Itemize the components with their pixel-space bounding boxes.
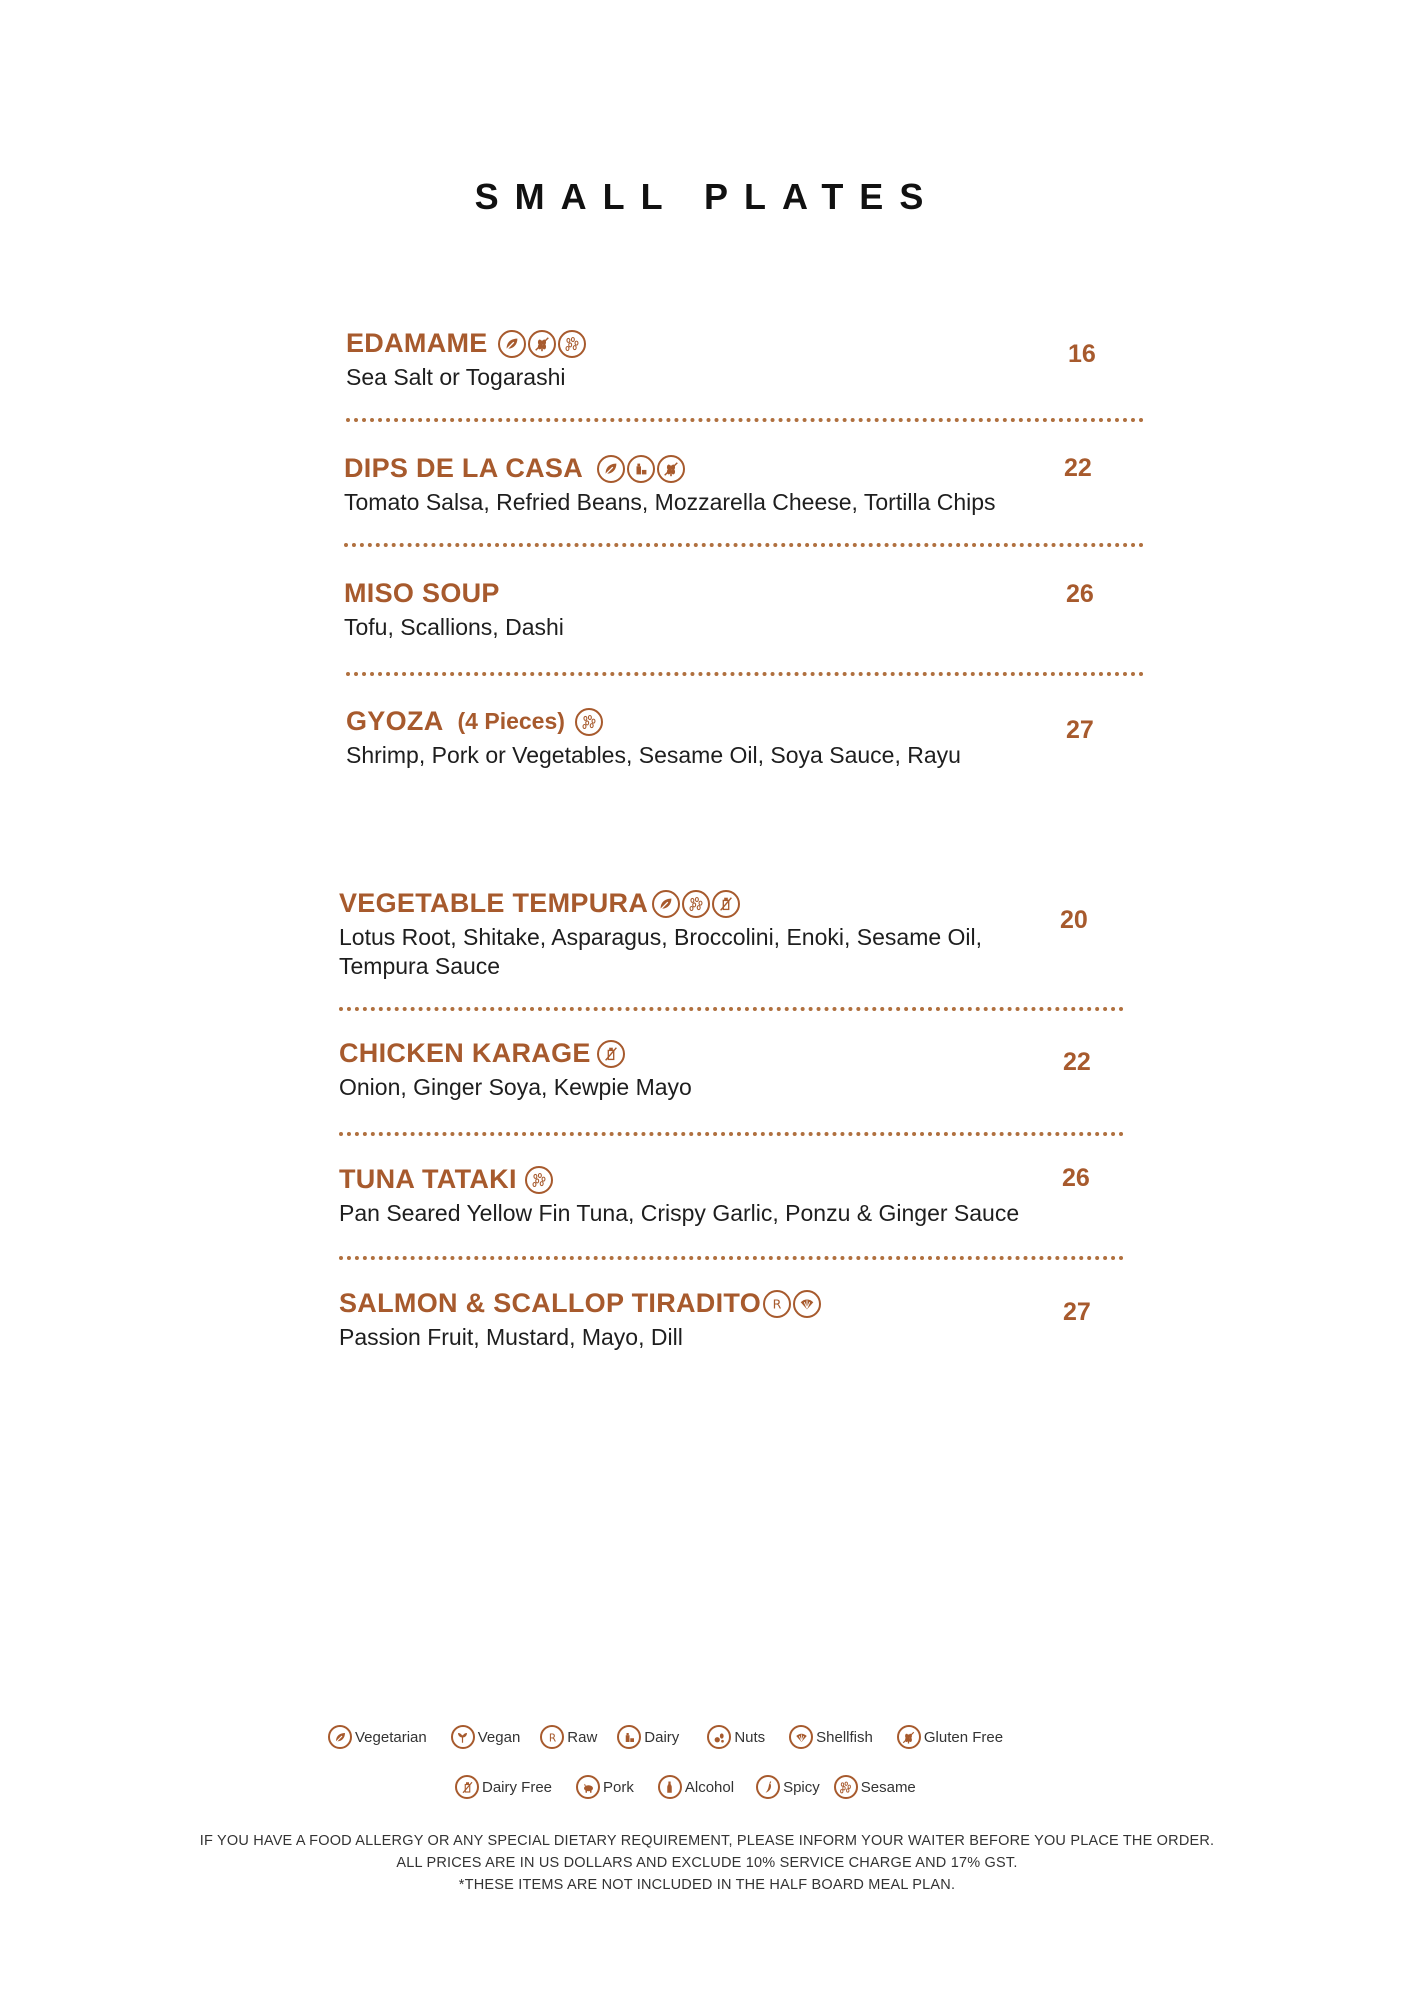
divider xyxy=(346,418,1144,422)
item-description: Tomato Salsa, Refried Beans, Mozzarella Cheese, Tortilla Chips xyxy=(344,489,996,515)
alcohol-icon xyxy=(658,1775,682,1799)
vegetarian-icon xyxy=(597,455,625,483)
menu-item-chicken-karage xyxy=(339,1038,692,1102)
legend-label: Raw xyxy=(567,1728,598,1746)
legend-raw xyxy=(540,1725,597,1749)
legend-dairy-free xyxy=(455,1775,552,1799)
item-price: 22 xyxy=(1063,1048,1091,1076)
vegetarian-icon xyxy=(328,1725,352,1749)
menu-item-gyoza xyxy=(346,706,961,770)
legend-label: Dairy Free xyxy=(482,1778,553,1796)
item-price: 27 xyxy=(1066,716,1094,744)
raw-icon xyxy=(763,1290,791,1318)
footer-notice xyxy=(0,1830,1414,1896)
item-name: SALMON & SCALLOP TIRADITO xyxy=(339,1288,762,1318)
legend-vegetarian xyxy=(328,1725,427,1749)
item-description: Sea Salt or Togarashi xyxy=(346,364,566,390)
legend-label: Vegan xyxy=(477,1728,521,1746)
item-price: 27 xyxy=(1063,1298,1091,1326)
item-description-continued: Tempura Sauce xyxy=(339,953,501,979)
legend-label: Spicy xyxy=(783,1778,820,1796)
legend-label: Alcohol xyxy=(684,1778,735,1796)
shellfish-icon xyxy=(793,1290,821,1318)
dairy-free-icon xyxy=(712,890,740,918)
dairy-icon xyxy=(627,455,655,483)
legend-label: Vegetarian xyxy=(355,1728,427,1746)
menu-item-miso-soup xyxy=(344,578,564,642)
divider xyxy=(346,672,1144,676)
legend-label: Dairy xyxy=(644,1728,680,1746)
menu-item-vegetable-tempura xyxy=(339,888,982,981)
legend-spicy xyxy=(756,1775,820,1799)
divider xyxy=(339,1256,1124,1260)
item-description: Lotus Root, Shitake, Asparagus, Broccolini, Enoki, Sesame Oil, xyxy=(339,924,983,950)
sesame-icon xyxy=(525,1166,553,1194)
vegetarian-icon xyxy=(652,890,680,918)
menu-item-edamame xyxy=(346,328,588,392)
pork-icon xyxy=(576,1775,600,1799)
legend-label: Pork xyxy=(603,1778,634,1796)
item-price: 26 xyxy=(1062,1164,1090,1192)
legend-row-1 xyxy=(328,1725,1003,1749)
divider xyxy=(339,1007,1124,1011)
legend-label: Sesame xyxy=(860,1778,916,1796)
legend-alcohol xyxy=(658,1775,734,1799)
sesame-icon xyxy=(834,1775,858,1799)
svg-text:R: R xyxy=(548,1731,556,1744)
item-name: GYOZA xyxy=(346,706,444,736)
legend-sesame xyxy=(834,1775,916,1799)
item-description: Onion, Ginger Soya, Kewpie Mayo xyxy=(339,1074,692,1100)
item-price: 16 xyxy=(1068,340,1096,368)
legend-dairy xyxy=(617,1725,679,1749)
divider xyxy=(344,543,1144,547)
item-description: Passion Fruit, Mustard, Mayo, Dill xyxy=(339,1324,683,1350)
sesame-icon xyxy=(682,890,710,918)
page-title: SMALL PLATES xyxy=(474,176,940,217)
dairy-icon xyxy=(617,1725,641,1749)
gluten-free-icon xyxy=(528,330,556,358)
item-description: Pan Seared Yellow Fin Tuna, Crispy Garlic, Ponzu & Ginger Sauce xyxy=(339,1200,1020,1226)
menu-item-salmon-scallop-tiradito xyxy=(339,1288,823,1352)
allergy-notice: IF YOU HAVE A FOOD ALLERGY OR ANY SPECIAL DIETARY REQUIREMENT, PLEASE INFORM YOUR WAITER BEFORE YOU PLACE THE ORDER. xyxy=(199,1833,1215,1849)
sesame-icon xyxy=(558,330,586,358)
dairy-free-icon xyxy=(455,1775,479,1799)
gluten-free-icon xyxy=(897,1725,921,1749)
item-price: 22 xyxy=(1064,454,1092,482)
menu-item-dips-de-la-casa xyxy=(344,453,996,517)
vegetarian-icon xyxy=(498,330,526,358)
sesame-icon xyxy=(575,708,603,736)
legend-vegan xyxy=(451,1725,521,1749)
vegan-icon xyxy=(451,1725,475,1749)
legend-label: Gluten Free xyxy=(923,1728,1004,1746)
item-price: 26 xyxy=(1066,580,1094,608)
legend-shellfish xyxy=(789,1725,873,1749)
item-name: MISO SOUP xyxy=(344,578,500,608)
nuts-icon xyxy=(707,1725,731,1749)
item-name: EDAMAME xyxy=(346,328,488,358)
svg-text:R: R xyxy=(772,1296,782,1311)
legend-nuts xyxy=(707,1725,765,1749)
dairy-free-icon xyxy=(597,1040,625,1068)
menu-item-tuna-tataki xyxy=(339,1164,1019,1228)
item-name: CHICKEN KARAGE xyxy=(339,1038,591,1068)
meal-plan-notice: *THESE ITEMS ARE NOT INCLUDED IN THE HALF BOARD MEAL PLAN. xyxy=(458,1877,956,1893)
gluten-free-icon xyxy=(657,455,685,483)
spicy-icon xyxy=(756,1775,780,1799)
raw-icon xyxy=(540,1725,564,1749)
legend-gluten-free xyxy=(897,1725,1003,1749)
pricing-notice: ALL PRICES ARE IN US DOLLARS AND EXCLUDE 10% SERVICE CHARGE AND 17% GST. xyxy=(396,1855,1018,1871)
legend-label: Shellfish xyxy=(816,1728,873,1746)
legend-row-2 xyxy=(455,1775,916,1799)
legend-label: Nuts xyxy=(734,1728,766,1746)
shellfish-icon xyxy=(789,1725,813,1749)
item-name: TUNA TATAKI xyxy=(339,1164,517,1194)
item-note: (4 Pieces) xyxy=(457,708,565,734)
item-price: 20 xyxy=(1060,906,1088,934)
legend-pork xyxy=(576,1775,634,1799)
item-description: Tofu, Scallions, Dashi xyxy=(344,614,564,640)
item-name: DIPS DE LA CASA xyxy=(344,453,584,483)
item-name: VEGETABLE TEMPURA xyxy=(339,888,649,918)
divider xyxy=(339,1132,1124,1136)
item-description: Shrimp, Pork or Vegetables, Sesame Oil, Soya Sauce, Rayu xyxy=(346,742,961,768)
